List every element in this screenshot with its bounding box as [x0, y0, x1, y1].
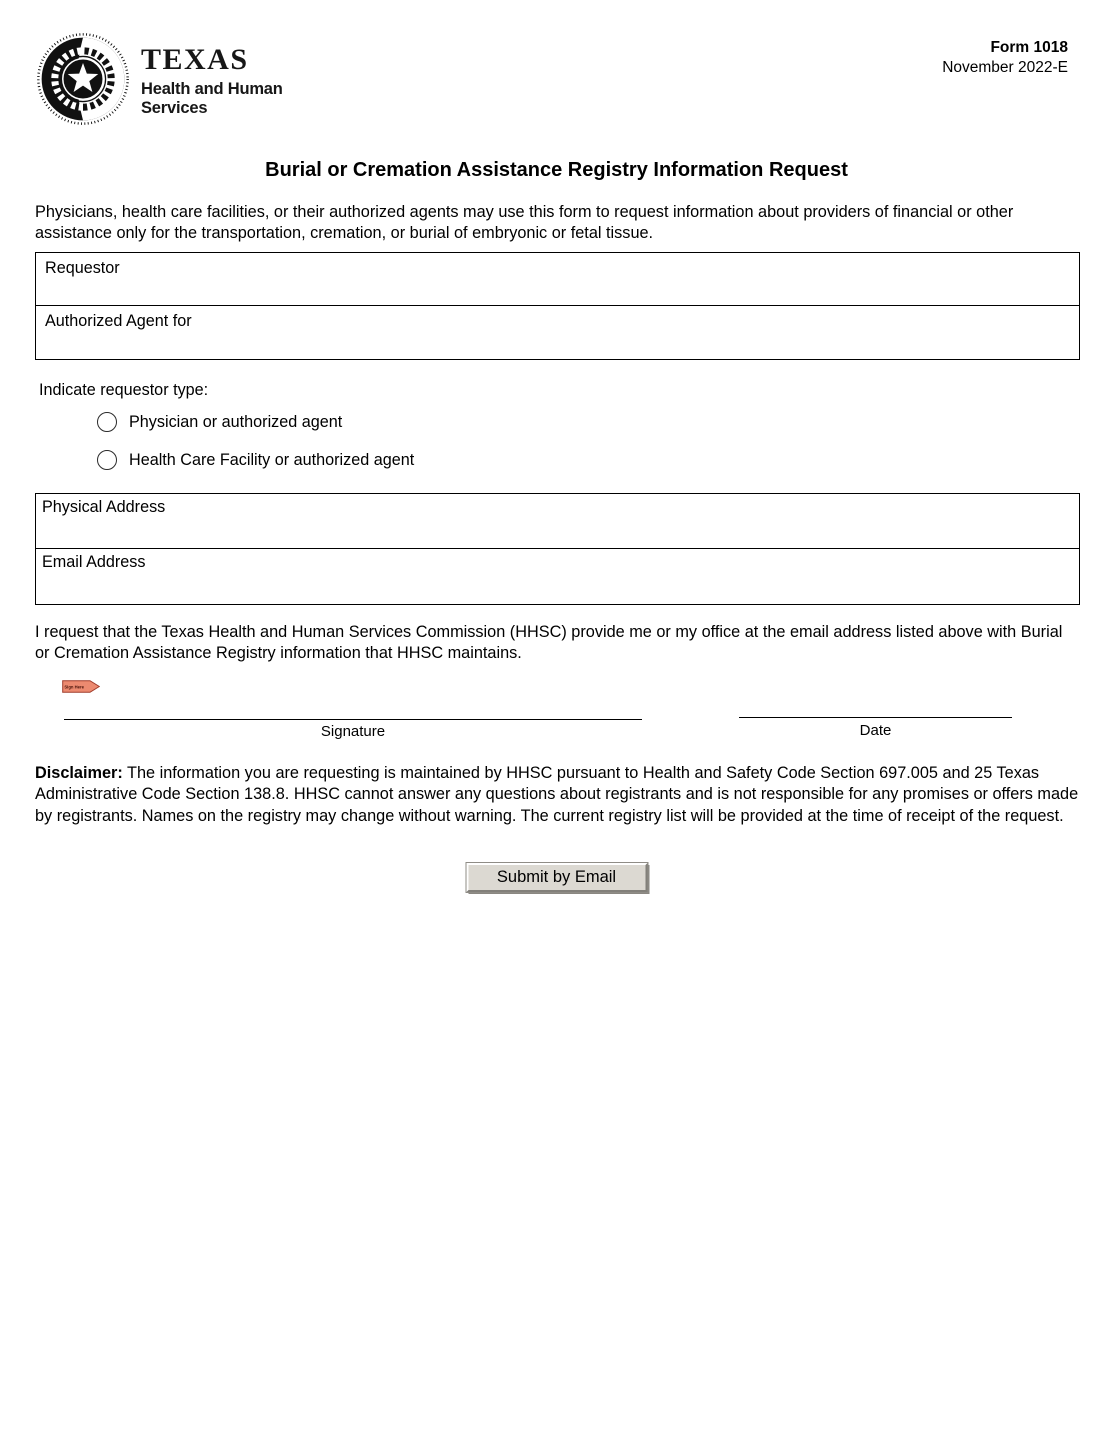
sign-here-flag-icon[interactable]	[62, 680, 100, 693]
texas-hhs-logo	[36, 32, 283, 126]
disclaimer-prefix: Disclaimer:	[35, 764, 123, 782]
radio-physician-label: Physician or authorized agent	[129, 412, 343, 431]
physical-address-field[interactable]	[36, 494, 1079, 548]
page-title: Burial or Cremation Assistance Registry Information Request	[265, 159, 848, 181]
submit-by-email-button[interactable]: Submit by Email	[466, 863, 647, 892]
radio-health-care-facility-label: Health Care Facility or authorized agent	[129, 450, 415, 469]
requestor-field[interactable]	[36, 253, 1079, 305]
form-meta	[942, 38, 1068, 77]
date-line[interactable]	[739, 717, 1012, 718]
address-table	[35, 493, 1080, 605]
form-number: Form 1018	[990, 39, 1068, 56]
email-address-field[interactable]	[36, 548, 1079, 604]
radio-physician[interactable]	[97, 412, 342, 432]
date-label: Date	[859, 722, 892, 739]
radio-health-care-facility[interactable]	[97, 450, 414, 470]
physical-address-field-label: Physical Address	[42, 498, 166, 516]
signature-label: Signature	[320, 723, 386, 740]
signature-line[interactable]	[64, 719, 642, 720]
authorized-agent-field-label: Authorized Agent for	[45, 312, 192, 330]
requestor-type-prompt: Indicate requestor type:	[39, 381, 209, 399]
email-address-field-label: Email Address	[42, 553, 146, 571]
radio-physician-circle-icon[interactable]	[97, 412, 117, 432]
texas-hhs-seal-icon	[36, 32, 130, 126]
disclaimer-text: The information you are requesting is maintained by HHSC pursuant to Health and Safety Code Section 697.005 and 25 Texas Administrative Code Section 138.8. HHSC cannot answer any questions about registrants and is not responsible for any promises or offers made by registrants. Names on the registry may change without warning. The current registry list will be provided at the time of receipt of the request.	[35, 764, 1079, 825]
logo-text	[141, 45, 283, 118]
intro-paragraph: Physicians, health care facilities, or their authorized agents may use this form to request information about providers of financial or other assistance only for the transportation, cremation, or burial of embryonic or fetal tissue.	[35, 203, 1014, 243]
requestor-field-label: Requestor	[45, 259, 120, 277]
logo-brand-line1: Health and Human	[141, 80, 283, 98]
logo-brand-line2: Services	[141, 99, 208, 117]
form-revision: November 2022-E	[942, 58, 1068, 76]
request-statement: I request that the Texas Health and Human Services Commission (HHSC) provide me or my office at the email address listed above with Burial or Cremation Assistance Registry information that HHSC maintains.	[35, 623, 1063, 663]
logo-brand-hhs	[141, 80, 283, 118]
svg-text:Sign Here: Sign Here	[64, 684, 84, 690]
logo-brand-texas: TEXAS	[141, 43, 249, 76]
disclaimer-paragraph	[35, 763, 1082, 827]
header	[36, 32, 1068, 126]
authorized-agent-field[interactable]	[36, 305, 1079, 359]
radio-health-care-facility-circle-icon[interactable]	[97, 450, 117, 470]
requestor-table	[35, 252, 1080, 360]
